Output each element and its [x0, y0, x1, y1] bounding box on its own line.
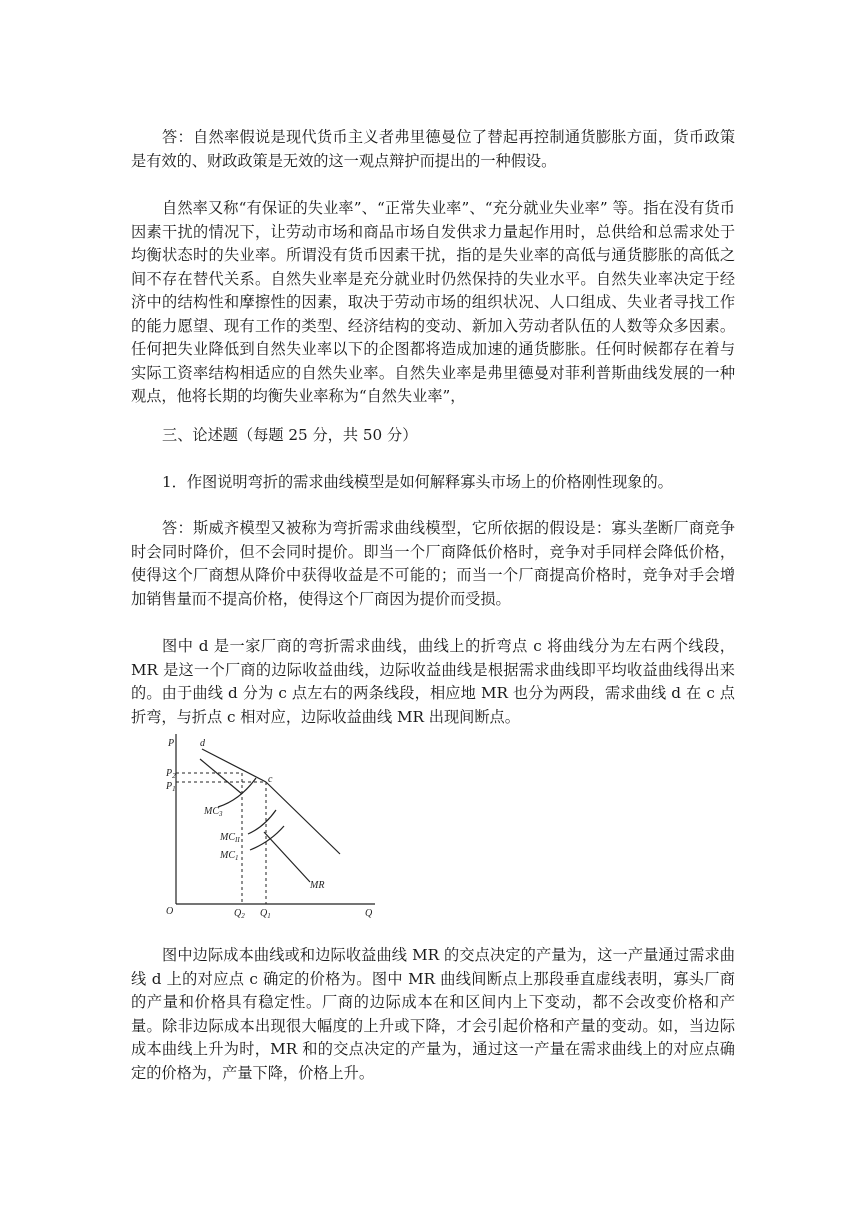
- label-O: O: [166, 906, 174, 917]
- mr-curve-upper-segment: [200, 759, 242, 794]
- label-Q1: $Q_1$: [260, 908, 271, 920]
- label-MR: MR: [310, 880, 325, 891]
- kinked-demand-figure: [160, 732, 390, 922]
- label-Q2: $Q_2$: [234, 908, 245, 920]
- paragraph-price-rigidity: 图中边际成本曲线或和边际收益曲线 MR 的交点决定的产量为，这一产量通过需求曲线 d 上的对应点 c 确定的价格为。图中 MR 曲线间断点上那段垂直虚线表明，寡头厂商的产量和价格具有稳定性。厂商的边际成本在和区间内上下变动，都不会改变价格和产量。除非边际成本出现很大幅度的上升或下降，才会引起价格和产量的变动。如，当边际成本曲线上升为时，MR 和的交点决定的产量为，通过这一产量在需求曲线上的对应点确定的价格为，产量下降，价格上升。: [131, 946, 735, 1082]
- question-kinked-demand: 1．作图说明弯折的需求曲线模型是如何解释寡头市场上的价格刚性现象的。: [162, 473, 673, 491]
- demand-curve-right-segment: [266, 782, 340, 854]
- label-MC3: $MC_3$: [204, 806, 223, 818]
- label-d: d: [200, 738, 205, 749]
- demand-curve-left-segment: [202, 749, 266, 782]
- paragraph-figure-description: 图中 d 是一家厂商的弯折需求曲线，曲线上的折弯点 c 将曲线分为左右两个线段，MR 是这一个厂商的边际收益曲线，边际收益曲线是根据需求曲线即平均收益曲线得出来的。由于曲线 d 分为 c 点左右的两条线段，相应地 MR 也分为两段，需求曲线 d 在 c 点折弯，与折点 c 相对应，边际收益曲线 MR 出现间断点。: [131, 637, 735, 726]
- answer-paragraph-natural-rate: 答：自然率假说是现代货币主义者弗里德曼位了替起再控制通货膨胀方面，货币政策是有效的、财政政策是无效的这一观点辩护而提出的一种假设。: [131, 128, 735, 170]
- section-heading-essay: 三、论述题（每题 25 分，共 50 分）: [162, 426, 418, 444]
- mr-curve-lower-segment: [264, 832, 310, 882]
- label-MC1: $MC_1$: [220, 850, 239, 862]
- label-MC2: $MC_{II}$: [220, 832, 240, 844]
- label-P1: $P_1$: [166, 781, 176, 793]
- answer-paragraph-sweezy: 答：斯威齐模型又被称为弯折需求曲线模型，它所依据的假设是：寡头垄断厂商竞争时会同时降价，但不会同时提价。即当一个厂商降低价格时，竞争对手同样会降低价格，使得这个厂商想从降价中获得收益是不可能的；而当一个厂商提高价格时，竞争对手会增加销售量而不提高价格，使得这个厂商因为提价而受损。: [131, 519, 735, 608]
- paragraph-natural-unemployment: 自然率又称“有保证的失业率”、“正常失业率”、“充分就业失业率” 等。指在没有货币因素干扰的情况下，让劳动市场和商品市场自发供求力量起作用时，总供给和总需求处于均衡状态时的失业率。所谓没有货币因素干扰，指的是失业率的高低与通货膨胀的高低之间不存在替代关系。自然失业率是充分就业时仍然保持的失业水平。自然失业率决定于经济中的结构性和摩擦性的因素，取决于劳动市场的组织状况、人口组成、失业者寻找工作的能力愿望、现有工作的类型、经济结构的变动、新加入劳动者队伍的人数等众多因素。任何把失业降低到自然失业率以下的企图都将造成加速的通货膨胀。任何时候都存在着与实际工资率结构相适应的自然失业率。自然失业率是弗里德曼对菲利普斯曲线发展的一种观点，他将长期的均衡失业率称为“自然失业率”，: [131, 199, 735, 405]
- label-P: P: [168, 738, 175, 749]
- label-c: c: [268, 774, 273, 785]
- label-P2: $P_2$: [166, 768, 176, 780]
- mc2-curve: [248, 810, 276, 834]
- label-Q: Q: [365, 908, 373, 919]
